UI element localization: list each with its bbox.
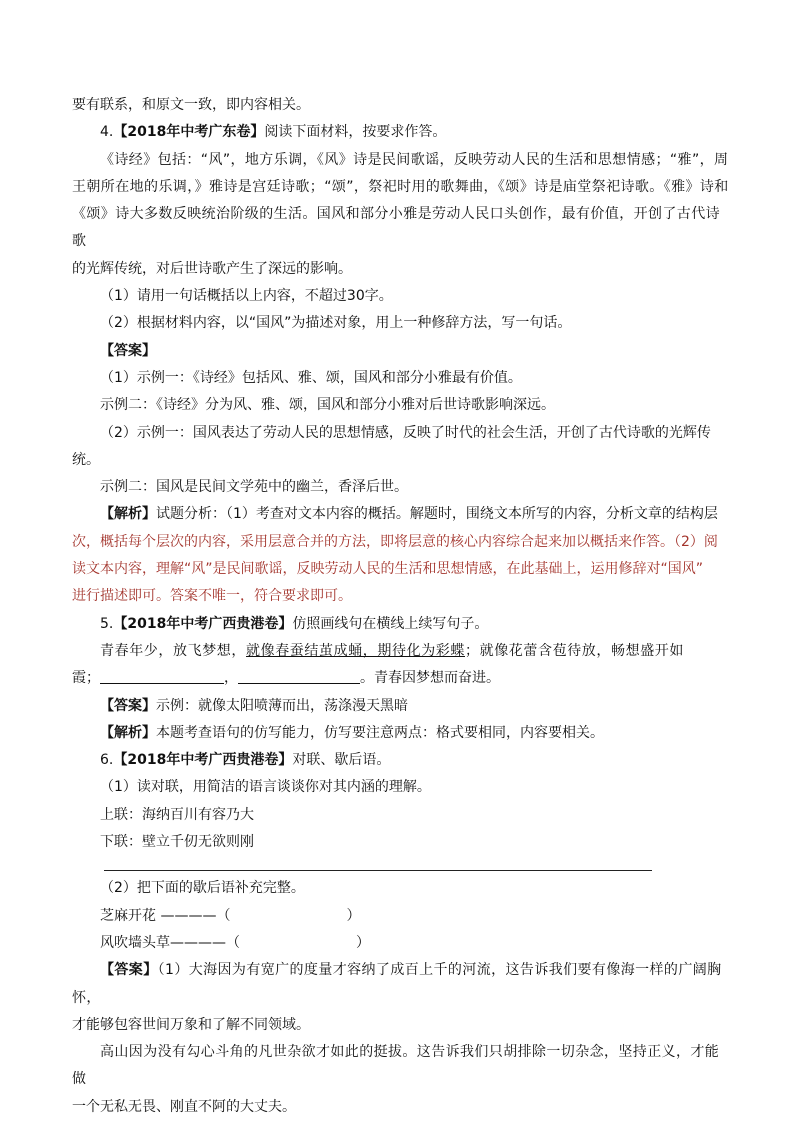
answer-blank[interactable] bbox=[238, 667, 360, 684]
question-4-answer-line: 示例二：《诗经》分为风、雅、颂，国风和部分小雅对后世诗歌影响深远。 bbox=[100, 397, 555, 414]
continued-line: 要有联系，和原文一致，即内容相关。 bbox=[72, 97, 310, 113]
question-6-number: 6. bbox=[100, 752, 114, 769]
question-4-answer-label: 【答案】 bbox=[100, 342, 156, 359]
close-paren: ） bbox=[346, 907, 361, 924]
question-4-analysis bbox=[72, 501, 732, 528]
question-5-answer-text: 示例：就像太阳喷薄而出，荡涤漫天黑暗 bbox=[156, 697, 408, 714]
answer-line[interactable] bbox=[104, 870, 652, 871]
couplet-upper: 上联：海纳百川有容乃大 bbox=[100, 806, 254, 823]
question-6-answer bbox=[72, 957, 732, 1012]
question-5-header bbox=[72, 611, 732, 638]
question-5-underlined-sentence: 就像春蚕结茧成蛹，期待化为彩蝶 bbox=[246, 642, 465, 659]
question-5-answer-label: 【答案】 bbox=[100, 697, 156, 714]
question-4-material-line: 《诗经》包括：“风”，地方乐调，《风》诗是民间歌谣，反映劳动人民的生活和思想情感；“雅”，周 bbox=[100, 151, 729, 168]
question-5-text: 霞； bbox=[72, 670, 100, 687]
question-5-text: ；就像花蕾含苞待放，畅想盛开如 bbox=[465, 642, 684, 659]
question-4-subquestion-1: （1）请用一句话概括以上内容，不超过30字。 bbox=[100, 288, 393, 305]
question-4-material-line: 的光辉传统，对后世诗歌产生了深远的影响。 bbox=[72, 260, 352, 277]
xiehouyu-2 bbox=[72, 930, 732, 957]
question-6-answer-paragraph-2-line: 高山因为没有勾心斗角的凡世杂欲才如此的挺拔。这告诉我们只胡排除一切杂念，坚持正义，才能做 bbox=[72, 1044, 720, 1088]
question-4-source-tag: 【2018年中考广东卷】 bbox=[113, 124, 265, 141]
question-5-text: 。青春因梦想而奋进。 bbox=[360, 670, 500, 687]
question-6-answer-paragraph-2-line: 一个无私无畏、刚直不阿的大丈夫。 bbox=[72, 1098, 296, 1115]
question-5-title: 仿照画线句在横线上续写句子。 bbox=[292, 615, 489, 632]
question-4-analysis-line: 读文本内容，理解“风”是民间歌谣，反映劳动人民的生活和思想情感，在此基础上，运用修辞对“国风” bbox=[72, 561, 704, 578]
document-content bbox=[72, 92, 732, 1121]
question-6-subquestion-2: （2）把下面的歇后语补充完整。 bbox=[100, 880, 305, 897]
question-5-answer bbox=[72, 693, 732, 720]
xiehouyu-1 bbox=[72, 903, 732, 930]
question-6-header bbox=[72, 747, 732, 774]
question-4-number: 4. bbox=[100, 124, 114, 141]
question-6-title: 对联、歇后语。 bbox=[292, 752, 391, 769]
question-5-text: 青春年少，放飞梦想， bbox=[100, 642, 246, 659]
question-5-blank-line bbox=[72, 665, 732, 692]
question-4-title: 阅读下面材料，按要求作答。 bbox=[264, 124, 447, 141]
answer-blank[interactable] bbox=[100, 667, 224, 684]
question-4-analysis-line: 进行描述即可。答案不唯一，符合要求即可。 bbox=[72, 588, 352, 605]
question-4-analysis-line: 试题分析：（1）考查对文本内容的概括。解题时，围绕文本所写的内容，分析文章的结构层 bbox=[156, 506, 718, 523]
question-5-analysis-text: 本题考查语句的仿写能力，仿写要注意两点：格式要相同，内容要相关。 bbox=[156, 724, 604, 741]
xiehouyu-1-text: 芝麻开花 ————（ bbox=[100, 907, 231, 924]
question-6-subquestion-1: （1）读对联，用简洁的语言谈谈你对其内涵的理解。 bbox=[100, 779, 431, 796]
question-6-answer-line: （1）大海因为有宽广的度量才容纳了成百上千的河流，这告诉我们要有像海一样的广阔胸怀， bbox=[72, 962, 722, 1006]
question-4-header bbox=[72, 119, 732, 146]
question-4-analysis-label: 【解析】 bbox=[100, 506, 156, 523]
question-6-source-tag: 【2018年中考广西贵港卷】 bbox=[113, 752, 293, 769]
question-5-text: ， bbox=[224, 670, 238, 687]
question-5-sentence bbox=[72, 638, 732, 665]
question-4-material-line: 王朝所在地的乐调，》雅诗是宫廷诗歌；“颂”，祭祀时用的歌舞曲，《颂》诗是庙堂祭祀诗歌。《雅》诗和 bbox=[72, 178, 729, 195]
question-4-answer-line: （1）示例一：《诗经》包括风、雅、颂，国风和部分小雅最有价值。 bbox=[100, 369, 522, 386]
question-4-answer-line: 示例二：国风是民间文学苑中的幽兰，香泽后世。 bbox=[100, 479, 408, 496]
question-5-number: 5. bbox=[100, 615, 114, 632]
question-4-material-line: 《颂》诗大多数反映统治阶级的生活。国风和部分小雅是劳动人民口头创作，最有价值，开创了古代诗歌 bbox=[72, 206, 720, 250]
question-5-analysis-label: 【解析】 bbox=[100, 724, 156, 741]
question-4-subquestion-2: （2）根据材料内容，以“国风”为描述对象，用上一种修辞方法，写一句话。 bbox=[100, 315, 572, 332]
question-5-analysis bbox=[72, 720, 732, 747]
question-4-answer-line: （2）示例一：国风表达了劳动人民的思想情感，反映了时代的社会生活，开创了古代诗歌的光辉传统。 bbox=[72, 424, 711, 468]
question-4-analysis-line: 次，概括每个层次的内容，采用层意合并的方法，即将层意的核心内容综合起来加以概括来作答。（2）阅 bbox=[72, 533, 718, 550]
question-6-answer-line: 才能够包容世间万象和了解不同领域。 bbox=[72, 1016, 310, 1033]
xiehouyu-2-text: 风吹墙头草————（ bbox=[100, 934, 240, 951]
question-6-answer-label: 【答案】 bbox=[100, 962, 158, 979]
couplet-lower: 下联：壁立千仞无欲则刚 bbox=[100, 834, 254, 851]
question-5-source-tag: 【2018年中考广西贵港卷】 bbox=[113, 615, 293, 632]
close-paren: ） bbox=[356, 934, 370, 951]
